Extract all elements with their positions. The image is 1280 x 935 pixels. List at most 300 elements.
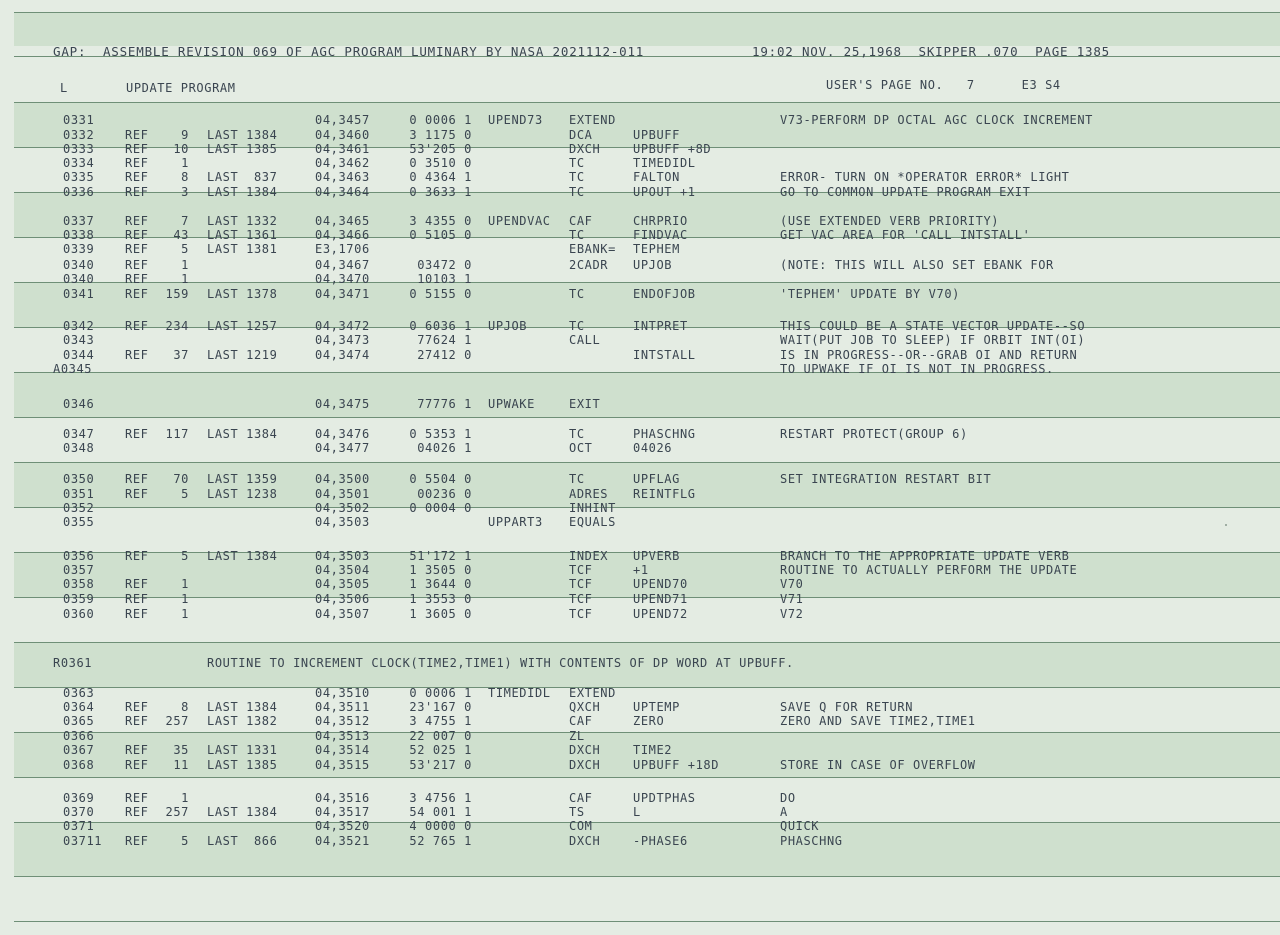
row-word: 00236 0: [417, 487, 472, 501]
row-operand: TIMEDIDL: [633, 156, 696, 170]
row-addr: 04,3466: [315, 228, 370, 242]
row-ref: REF: [125, 142, 149, 156]
row-ref: REF: [125, 128, 149, 142]
row-line: 0343: [63, 333, 95, 347]
row-addr: 04,3504: [315, 563, 370, 577]
row-op: DXCH: [569, 142, 601, 156]
row-line: 0358: [63, 577, 95, 591]
row-addr: 04,3510: [315, 686, 370, 700]
row-comment: QUICK: [780, 819, 820, 833]
row-operand: CHRPRIO: [633, 214, 688, 228]
row-op: DCA: [569, 128, 593, 142]
row-line: 0346: [63, 397, 95, 411]
row-comment: GET VAC AREA FOR 'CALL INTSTALL': [780, 228, 1031, 242]
row-addr: E3,1706: [315, 242, 370, 256]
row-op: DXCH: [569, 758, 601, 772]
row-addr: 04,3505: [315, 577, 370, 591]
row-op: TC: [569, 287, 585, 301]
row-op: TC: [569, 228, 585, 242]
row-ref: REF: [125, 258, 149, 272]
row-op: TCF: [569, 607, 593, 621]
row-line: 0359: [63, 592, 95, 606]
row-addr: 04,3470: [315, 272, 370, 286]
row-ref: REF: [125, 214, 149, 228]
row-operand: PHASCHNG: [633, 427, 696, 441]
row-addr: 04,3506: [315, 592, 370, 606]
row-operand: UPEND70: [633, 577, 688, 591]
band: [14, 12, 1280, 46]
row-cnt: 1: [181, 592, 189, 606]
specks: [1225, 524, 1227, 526]
row-word: 4 0000 0: [409, 819, 472, 833]
row-addr: 04,3511: [315, 700, 370, 714]
row-cnt: 257: [165, 805, 189, 819]
row-word: 1 3644 0: [409, 577, 472, 591]
row-ref: REF: [125, 577, 149, 591]
row-comment: SET INTEGRATION RESTART BIT: [780, 472, 992, 486]
row-line: R0361: [53, 656, 93, 670]
row-last: LAST 1384: [207, 549, 278, 563]
row-line: 0367: [63, 743, 95, 757]
row-comment: THIS COULD BE A STATE VECTOR UPDATE--SO: [780, 319, 1086, 333]
row-word: 0 3510 0: [409, 156, 472, 170]
row-line: 03711: [63, 834, 103, 848]
row-cnt: 1: [181, 791, 189, 805]
row-comment: (USE EXTENDED VERB PRIORITY): [780, 214, 1000, 228]
row-ref: REF: [125, 170, 149, 184]
row-line: 0335: [63, 170, 95, 184]
row-operand: ENDOFJOB: [633, 287, 696, 301]
row-last: LAST 1385: [207, 142, 278, 156]
row-word: 3 4355 0: [409, 214, 472, 228]
rule: [14, 921, 1280, 922]
row-last: LAST 1331: [207, 743, 278, 757]
row-operand: REINTFLG: [633, 487, 696, 501]
row-ref: REF: [125, 743, 149, 757]
row-line: 0351: [63, 487, 95, 501]
row-op: COM: [569, 819, 593, 833]
row-addr: 04,3507: [315, 607, 370, 621]
row-addr: 04,3512: [315, 714, 370, 728]
row-addr: 04,3462: [315, 156, 370, 170]
row-cnt: 159: [165, 287, 189, 301]
row-comment: WAIT(PUT JOB TO SLEEP) IF ORBIT INT(OI): [780, 333, 1086, 347]
row-operand: -PHASE6: [633, 834, 688, 848]
row-word: 53'205 0: [409, 142, 472, 156]
row-line: 0337: [63, 214, 95, 228]
row-line: 0333: [63, 142, 95, 156]
row-label: UPWAKE: [488, 397, 535, 411]
row-operand: FALTON: [633, 170, 680, 184]
row-operand: +1: [633, 563, 649, 577]
row-op: EXTEND: [569, 113, 616, 127]
row-line: 0370: [63, 805, 95, 819]
row-last: LAST 1384: [207, 805, 278, 819]
row-cnt: 257: [165, 714, 189, 728]
rule: [14, 876, 1280, 877]
row-cnt: 5: [181, 487, 189, 501]
row-label: UPENDVAC: [488, 214, 551, 228]
program-title: UPDATE PROGRAM: [126, 81, 236, 95]
row-line: 0347: [63, 427, 95, 441]
row-line: 0334: [63, 156, 95, 170]
row-last: LAST 1238: [207, 487, 278, 501]
row-ref: REF: [125, 791, 149, 805]
row-comment: ZERO AND SAVE TIME2,TIME1: [780, 714, 976, 728]
row-ref: REF: [125, 487, 149, 501]
row-word: 52 025 1: [409, 743, 472, 757]
row-comment: V73-PERFORM DP OCTAL AGC CLOCK INCREMENT: [780, 113, 1093, 127]
row-line: 0352: [63, 501, 95, 515]
row-op: CAF: [569, 714, 593, 728]
row-op: TC: [569, 185, 585, 199]
row-comment: 'TEPHEM' UPDATE BY V70): [780, 287, 960, 301]
row-ref: REF: [125, 287, 149, 301]
row-ref: REF: [125, 319, 149, 333]
row-word: 27412 0: [417, 348, 472, 362]
row-ref: REF: [125, 549, 149, 563]
row-word: 0 0006 1: [409, 113, 472, 127]
row-op: QXCH: [569, 700, 601, 714]
row-word: 22 007 0: [409, 729, 472, 743]
row-addr: 04,3467: [315, 258, 370, 272]
row-cnt: 7: [181, 214, 189, 228]
row-remark: ROUTINE TO INCREMENT CLOCK(TIME2,TIME1) WITH CONTENTS OF DP WORD AT UPBUFF.: [207, 656, 794, 670]
row-op: TS: [569, 805, 585, 819]
row-word: 10103 1: [417, 272, 472, 286]
row-addr: 04,3503: [315, 515, 370, 529]
row-cnt: 10: [173, 142, 189, 156]
row-line: 0364: [63, 700, 95, 714]
rule: [14, 822, 1280, 823]
row-operand: UPFLAG: [633, 472, 680, 486]
row-cnt: 11: [173, 758, 189, 772]
row-line: 0363: [63, 686, 95, 700]
row-cnt: 5: [181, 242, 189, 256]
rule: [14, 777, 1280, 778]
row-operand: UPDTPHAS: [633, 791, 696, 805]
row-op: TCF: [569, 563, 593, 577]
row-ref: REF: [125, 156, 149, 170]
row-ref: REF: [125, 185, 149, 199]
row-word: 77776 1: [417, 397, 472, 411]
row-comment: V72: [780, 607, 804, 621]
row-addr: 04,3457: [315, 113, 370, 127]
row-operand: UPBUFF +18D: [633, 758, 720, 772]
rule: [14, 462, 1280, 463]
rule: [14, 12, 1280, 13]
row-addr: 04,3460: [315, 128, 370, 142]
row-comment: ERROR- TURN ON *OPERATOR ERROR* LIGHT: [780, 170, 1070, 184]
rule: [14, 372, 1280, 373]
row-cnt: 8: [181, 700, 189, 714]
row-op: TCF: [569, 592, 593, 606]
row-last: LAST 1384: [207, 128, 278, 142]
row-comment: DO: [780, 791, 796, 805]
row-operand: UPEND72: [633, 607, 688, 621]
row-line: 0336: [63, 185, 95, 199]
row-op: 2CADR: [569, 258, 609, 272]
row-word: 1 3505 0: [409, 563, 472, 577]
row-cnt: 37: [173, 348, 189, 362]
users-page-number: USER'S PAGE NO. 7 E3 S4: [826, 78, 1061, 92]
row-addr: 04,3471: [315, 287, 370, 301]
row-line: 0348: [63, 441, 95, 455]
row-line: 0340: [63, 272, 95, 286]
row-operand: TIME2: [633, 743, 673, 757]
row-addr: 04,3463: [315, 170, 370, 184]
row-last: LAST 1219: [207, 348, 278, 362]
row-addr: 04,3461: [315, 142, 370, 156]
row-op: DXCH: [569, 743, 601, 757]
row-word: 3 4755 1: [409, 714, 472, 728]
row-word: 3 1175 0: [409, 128, 472, 142]
row-op: CAF: [569, 791, 593, 805]
row-last: LAST 866: [207, 834, 278, 848]
row-cnt: 5: [181, 834, 189, 848]
row-addr: 04,3475: [315, 397, 370, 411]
row-ref: REF: [125, 472, 149, 486]
row-cnt: 5: [181, 549, 189, 563]
row-op: CAF: [569, 214, 593, 228]
row-word: 04026 1: [417, 441, 472, 455]
row-line: 0339: [63, 242, 95, 256]
row-addr: 04,3464: [315, 185, 370, 199]
row-line: 0360: [63, 607, 95, 621]
row-operand: INTSTALL: [633, 348, 696, 362]
row-op: INHINT: [569, 501, 616, 515]
row-comment: IS IN PROGRESS--OR--GRAB OI AND RETURN: [780, 348, 1078, 362]
row-last: LAST 1381: [207, 242, 278, 256]
row-line: 0357: [63, 563, 95, 577]
row-word: 3 4756 1: [409, 791, 472, 805]
row-op: EQUALS: [569, 515, 616, 529]
row-line: 0338: [63, 228, 95, 242]
row-op: OCT: [569, 441, 593, 455]
header-assembly-title: GAP: ASSEMBLE REVISION 069 OF AGC PROGRAM LUMINARY BY NASA 2021112-011: [53, 44, 645, 59]
row-last: LAST 1332: [207, 214, 278, 228]
row-line: 0340: [63, 258, 95, 272]
row-cnt: 234: [165, 319, 189, 333]
row-word: 77624 1: [417, 333, 472, 347]
row-addr: 04,3465: [315, 214, 370, 228]
row-cnt: 1: [181, 272, 189, 286]
row-cnt: 1: [181, 156, 189, 170]
row-addr: 04,3514: [315, 743, 370, 757]
row-operand: FINDVAC: [633, 228, 688, 242]
row-label: UPEND73: [488, 113, 543, 127]
row-line: 0365: [63, 714, 95, 728]
row-operand: ZERO: [633, 714, 665, 728]
rule: [14, 687, 1280, 688]
rule: [14, 417, 1280, 418]
row-op: TC: [569, 427, 585, 441]
row-ref: REF: [125, 758, 149, 772]
row-ref: REF: [125, 272, 149, 286]
row-comment: STORE IN CASE OF OVERFLOW: [780, 758, 976, 772]
row-line: A0345: [53, 362, 93, 376]
row-line: 0369: [63, 791, 95, 805]
row-addr: 04,3500: [315, 472, 370, 486]
row-addr: 04,3502: [315, 501, 370, 515]
rule: [14, 102, 1280, 103]
row-cnt: 70: [173, 472, 189, 486]
row-word: 0 5353 1: [409, 427, 472, 441]
row-ref: REF: [125, 805, 149, 819]
row-word: 0 5105 0: [409, 228, 472, 242]
row-word: 0 6036 1: [409, 319, 472, 333]
row-last: LAST 1384: [207, 700, 278, 714]
row-addr: 04,3515: [315, 758, 370, 772]
row-addr: 04,3521: [315, 834, 370, 848]
row-ref: REF: [125, 427, 149, 441]
row-word: 0 5504 0: [409, 472, 472, 486]
row-op: TCF: [569, 577, 593, 591]
row-last: LAST 1378: [207, 287, 278, 301]
row-op: TC: [569, 319, 585, 333]
row-ref: REF: [125, 228, 149, 242]
row-last: LAST 1385: [207, 758, 278, 772]
row-last: LAST 1384: [207, 427, 278, 441]
row-cnt: 1: [181, 607, 189, 621]
row-line: 0366: [63, 729, 95, 743]
row-op: TC: [569, 170, 585, 184]
row-op: EBANK=: [569, 242, 616, 256]
row-operand: L: [633, 805, 641, 819]
row-operand: UPBUFF: [633, 128, 680, 142]
row-word: 54 001 1: [409, 805, 472, 819]
row-label: TIMEDIDL: [488, 686, 551, 700]
row-addr: 04,3501: [315, 487, 370, 501]
row-ref: REF: [125, 714, 149, 728]
row-op: TC: [569, 156, 585, 170]
rule: [14, 282, 1280, 283]
row-comment: ROUTINE TO ACTUALLY PERFORM THE UPDATE: [780, 563, 1078, 577]
row-word: 0 5155 0: [409, 287, 472, 301]
rule: [14, 732, 1280, 733]
row-line: 0350: [63, 472, 95, 486]
row-operand: UPOUT +1: [633, 185, 696, 199]
row-ref: REF: [125, 700, 149, 714]
row-addr: 04,3473: [315, 333, 370, 347]
row-comment: SAVE Q FOR RETURN: [780, 700, 914, 714]
row-last: LAST 837: [207, 170, 278, 184]
rule: [14, 507, 1280, 508]
row-line: 0356: [63, 549, 95, 563]
row-operand: UPVERB: [633, 549, 680, 563]
row-word: 1 3553 0: [409, 592, 472, 606]
row-op: ZL: [569, 729, 585, 743]
row-addr: 04,3520: [315, 819, 370, 833]
row-comment: V70: [780, 577, 804, 591]
row-comment: PHASCHNG: [780, 834, 843, 848]
row-word: 0 0004 0: [409, 501, 472, 515]
row-label: UPPART3: [488, 515, 543, 529]
row-operand: UPEND71: [633, 592, 688, 606]
row-operand: INTPRET: [633, 319, 688, 333]
row-last: LAST 1257: [207, 319, 278, 333]
row-comment: A: [780, 805, 788, 819]
band: [14, 822, 1280, 876]
row-ref: REF: [125, 607, 149, 621]
row-cnt: 117: [165, 427, 189, 441]
row-line: 0355: [63, 515, 95, 529]
row-ref: REF: [125, 592, 149, 606]
row-addr: 04,3513: [315, 729, 370, 743]
row-word: 52 765 1: [409, 834, 472, 848]
row-comment: V71: [780, 592, 804, 606]
row-cnt: 43: [173, 228, 189, 242]
row-cnt: 35: [173, 743, 189, 757]
band: [14, 372, 1280, 417]
row-ref: REF: [125, 348, 149, 362]
row-comment: BRANCH TO THE APPROPRIATE UPDATE VERB: [780, 549, 1070, 563]
rule: [14, 642, 1280, 643]
row-cnt: 9: [181, 128, 189, 142]
row-op: ADRES: [569, 487, 609, 501]
row-line: 0332: [63, 128, 95, 142]
row-line: 0342: [63, 319, 95, 333]
row-cnt: 8: [181, 170, 189, 184]
row-word: 03472 0: [417, 258, 472, 272]
row-operand: TEPHEM: [633, 242, 680, 256]
row-operand: UPBUFF +8D: [633, 142, 712, 156]
row-cnt: 1: [181, 577, 189, 591]
row-word: 23'167 0: [409, 700, 472, 714]
row-addr: 04,3517: [315, 805, 370, 819]
row-last: LAST 1384: [207, 185, 278, 199]
row-op: CALL: [569, 333, 601, 347]
row-line: 0331: [63, 113, 95, 127]
row-operand: 04026: [633, 441, 673, 455]
row-addr: 04,3503: [315, 549, 370, 563]
row-op: EXIT: [569, 397, 601, 411]
row-addr: 04,3516: [315, 791, 370, 805]
row-last: LAST 1361: [207, 228, 278, 242]
row-word: 0 3633 1: [409, 185, 472, 199]
row-line: 0371: [63, 819, 95, 833]
row-ref: REF: [125, 242, 149, 256]
row-word: 0 0006 1: [409, 686, 472, 700]
row-label: UPJOB: [488, 319, 528, 333]
section-letter: L: [60, 81, 68, 95]
row-op: EXTEND: [569, 686, 616, 700]
row-last: LAST 1359: [207, 472, 278, 486]
row-comment: TO UPWAKE IF OI IS NOT IN PROGRESS.: [780, 362, 1054, 376]
row-line: 0368: [63, 758, 95, 772]
row-cnt: 1: [181, 258, 189, 272]
row-addr: 04,3474: [315, 348, 370, 362]
row-addr: 04,3472: [315, 319, 370, 333]
row-line: 0341: [63, 287, 95, 301]
row-word: 0 4364 1: [409, 170, 472, 184]
row-operand: UPJOB: [633, 258, 673, 272]
row-comment: GO TO COMMON UPDATE PROGRAM EXIT: [780, 185, 1031, 199]
row-ref: REF: [125, 834, 149, 848]
row-word: 51'172 1: [409, 549, 472, 563]
row-word: 53'217 0: [409, 758, 472, 772]
row-addr: 04,3476: [315, 427, 370, 441]
row-op: DXCH: [569, 834, 601, 848]
row-op: INDEX: [569, 549, 609, 563]
row-last: LAST 1382: [207, 714, 278, 728]
header-date-page: 19:02 NOV. 25,1968 SKIPPER .070 PAGE 1385: [752, 44, 1111, 59]
row-comment: RESTART PROTECT(GROUP 6): [780, 427, 968, 441]
row-operand: UPTEMP: [633, 700, 680, 714]
row-comment: (NOTE: THIS WILL ALSO SET EBANK FOR: [780, 258, 1054, 272]
row-addr: 04,3477: [315, 441, 370, 455]
row-op: TC: [569, 472, 585, 486]
